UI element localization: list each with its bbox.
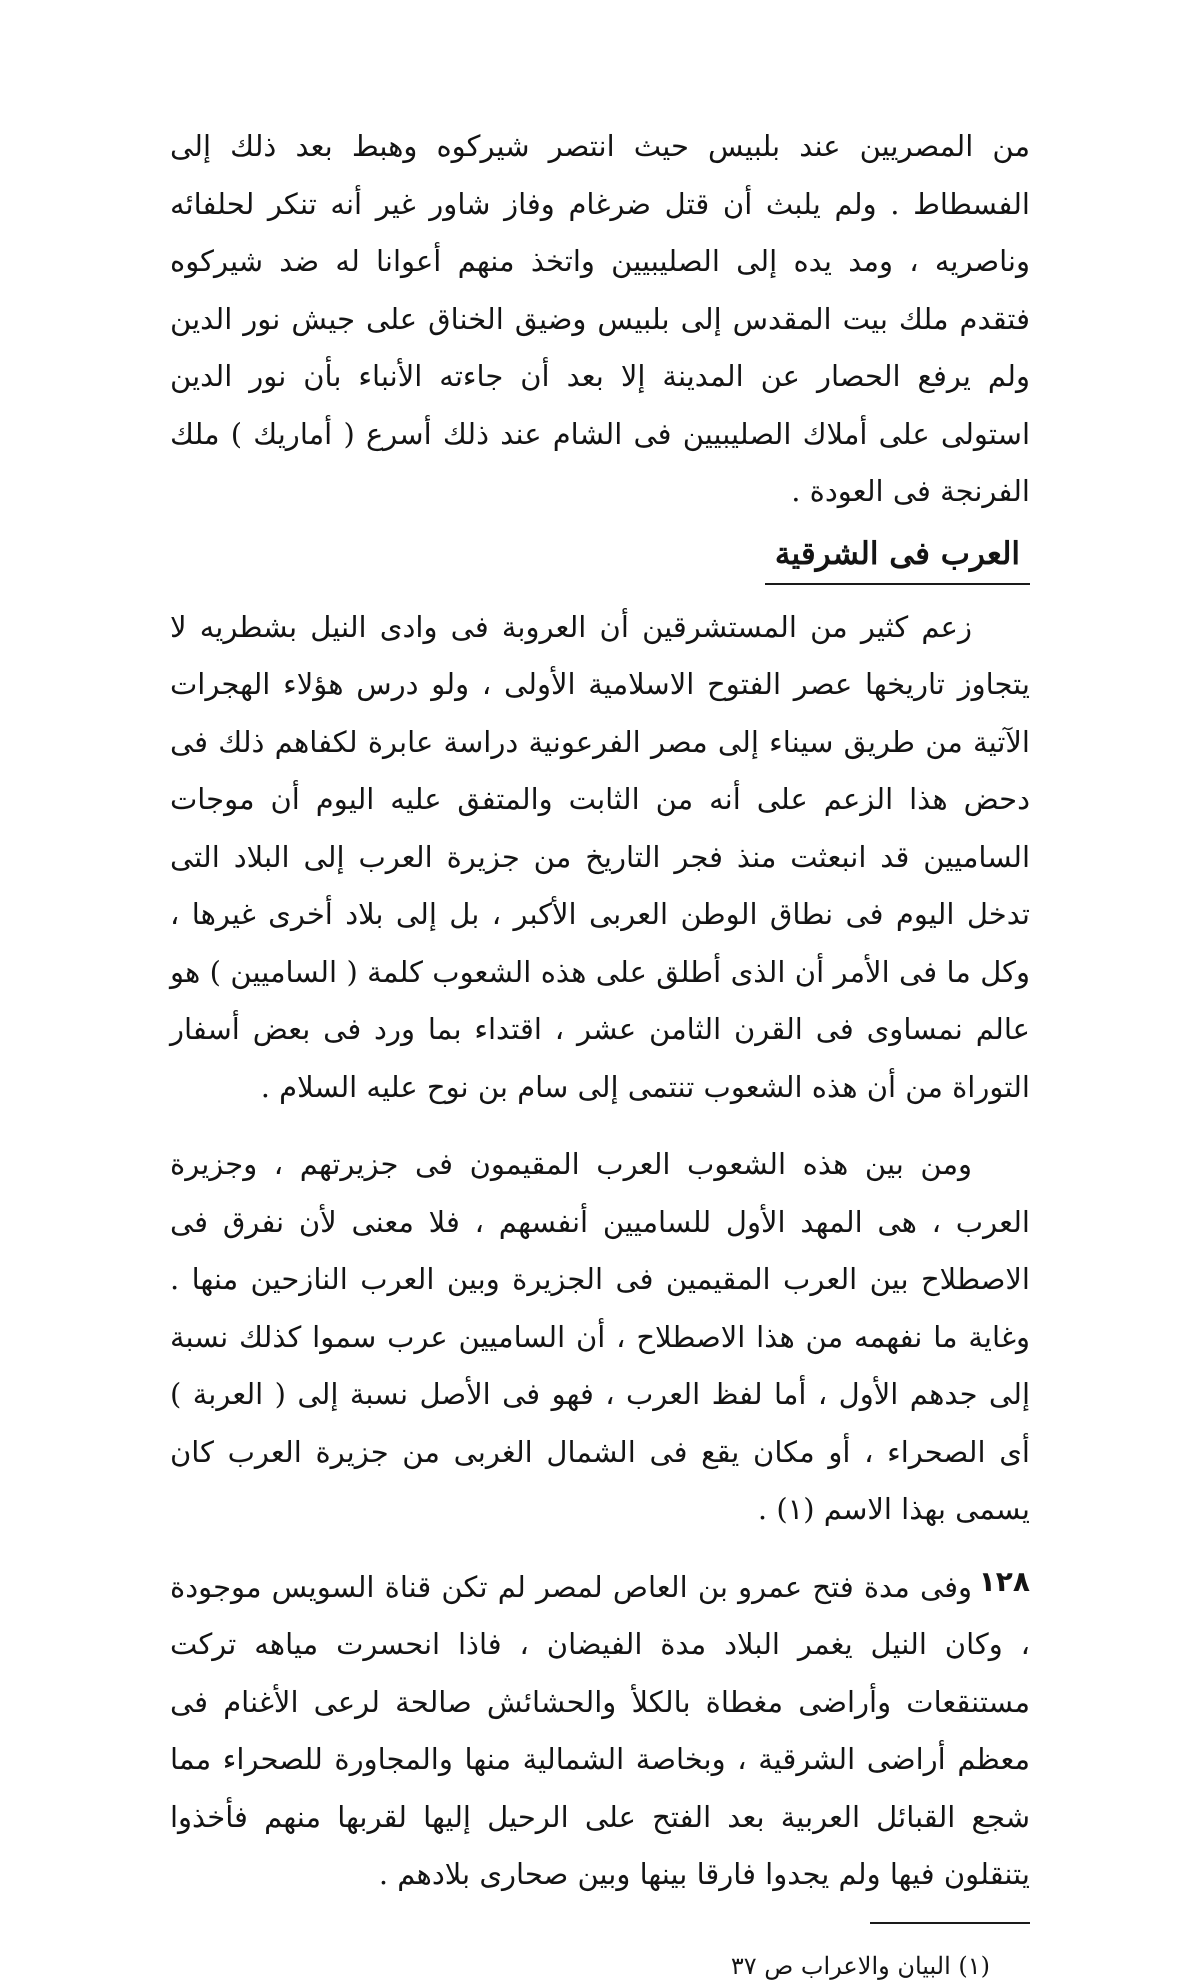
paragraph-gap [170,1116,1030,1136]
footnote-divider [870,1922,1030,1924]
page-number: ١٢٨ [978,1565,1030,1598]
section-heading: العرب فى الشرقية [765,529,1030,585]
paragraph-continued: من المصريين عند بلبيس حيث انتصر شيركوه وهبط بعد ذلك إلى الفسطاط . ولم يلبث أن قتل ضرغام وفاز شاور غير أنه تنكر لحلفائه وناصريه ، ومد يده إلى الصليبيين واتخذ منهم أعوانا له ضد شيركوه فتقدم ملك بيت المقدس إلى بلبيس وضيق الخناق على جيش نور الدين ولم يرفع الحصار عن المدينة إلا بعد أن جاءته الأنباء بأن نور الدين استولى على أملاك الصليبيين فى الشام عند ذلك أسرع ( أماريك ) ملك الفرنجة فى العودة . [170,129,1031,508]
paragraph-1: زعم كثير من المستشرقين أن العروبة فى وادى النيل بشطريه لا يتجاوز تاريخها عصر الفتوح الاسلامية الأولى ، ولو درس هؤلاء الهجرات الآتية من طريق سيناء إلى مصر الفرعونية دراسة عابرة لكفاهم ذلك فى دحض هذا الزعم على أنه من الثابت والمتفق عليه اليوم أن موجات الساميين قد انبعثت منذ فجر التاريخ من جزيرة العرب إلى البلاد التى تدخل اليوم فى نطاق الوطن العربى الأكبر ، بل إلى بلاد أخرى غيرها ، وكل ما فى الأمر أن الذى أطلق على هذه الشعوب كلمة ( الساميين ) هو عالم نمساوى فى القرن الثامن عشر ، اقتداء بما ورد فى بعض أسفار التوراة من أن هذه الشعوب تنتمى إلى سام بن نوح عليه السلام . [170,609,1030,1104]
section-heading-wrap [170,529,1030,585]
paragraph-2: ومن بين هذه الشعوب العرب المقيمون فى جزيرتهم ، وجزيرة العرب ، هى المهد الأول للساميين أنفسهم ، فلا معنى لأن نفرق فى الاصطلاح بين العرب المقيمين فى الجزيرة وبين العرب النازحين منها . وغاية ما نفهمه من هذا الاصطلاح ، أن الساميين عرب سموا كذلك نسبة إلى جدهم الأول ، أما لفظ العرب ، فهو فى الأصل نسبة إلى ( العربة ) أى الصحراء ، أو مكان يقع فى الشمال الغربى من جزيرة العرب كان يسمى بهذا الاسم (١) . [170,1147,1030,1526]
book-page [170,118,1031,1980]
paragraph-gap [170,1539,1030,1559]
footnote: (١) البيان والاعراب ص ٣٧ [730,1951,990,1980]
paragraph-3: وفى مدة فتح عمرو بن العاص لمصر لم تكن قناة السويس موجودة ، وكان النيل يغمر البلاد مدة الفيضان ، فاذا انحسرت مياهه تركت مستنقعات وأراضى مغطاة بالكلأ والحشائش صالحة لرعى الأغنام فى معظم أراضى الشرقية ، وبخاصة الشمالية منها والمجاورة للصحراء مما شجع القبائل العربية بعد الفتح على الرحيل إليها لقربها منهم فأخذوا يتنقلون فيها ولم يجدوا فارقا بينها وبين صحارى بلادهم . [170,1569,1030,1891]
